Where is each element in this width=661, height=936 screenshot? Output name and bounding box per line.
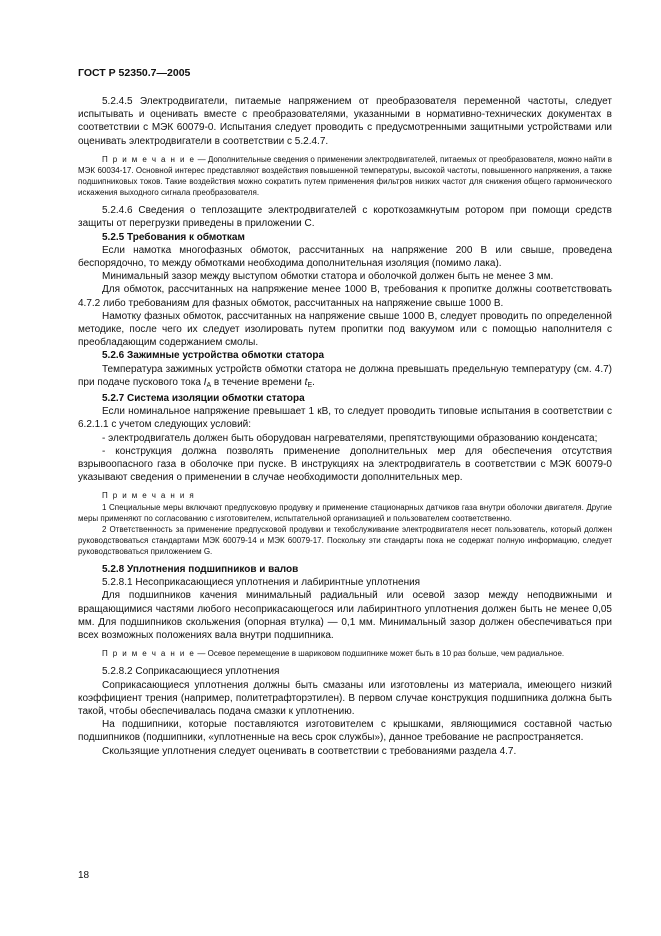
note-title: П р и м е ч а н и е: [102, 154, 196, 164]
note-bearing: [78, 648, 612, 659]
para-5-2-7-a: Если номинальное напряжение превышает 1 кВ, то следует проводить типовые испытания в соответствии с 6.2.1.1 с учетом следующих условий:: [78, 406, 612, 431]
symbol-t: t: [304, 376, 308, 388]
para-5-2-4-6: 5.2.4.6 Сведения о теплозащите электродвигателей с короткозамкнутым ротором при помощи средств защиты от перегрузки приведены в приложении С.: [78, 205, 612, 230]
symbol-I: I: [203, 376, 207, 388]
para-5-2-7-c: - конструкция должна позволять применение дополнительных мер для обеспечения отсутствия взрывоопасного газа в оболочке при пуске. В инструкциях на электродвигатель в соответствии с МЭК 60079-0 указывают сведения о применении в случае необходимости дополнительных мер.: [78, 445, 612, 484]
note-converter: [78, 154, 612, 198]
notes-title-text: П р и м е ч а н и я: [102, 491, 196, 501]
para-5-2-5-c: Для обмоток, рассчитанных на напряжение менее 1000 В, требования к пропитке должны соответствовать 4.7.2 либо требованиям для фазных обмоток, рассчитанных на напряжение свыше 1000 В.: [78, 284, 612, 309]
para-5-2-6: [78, 363, 612, 392]
heading-5-2-5: 5.2.5 Требования к обмоткам: [102, 231, 245, 243]
heading-5-2-6: 5.2.6 Зажимные устройства обмотки статора: [102, 350, 325, 362]
notes-title: [78, 490, 612, 501]
para-5-2-6-text-2: в течение времени: [211, 376, 305, 388]
para-5-2-6-text: Температура зажимных устройств обмотки статора не должна превышать предельную температуру (см. 4.7) при подаче пускового тока: [78, 363, 612, 388]
para-5-2-7-b: - электродвигатель должен быть оборудован нагревателями, препятствующими образованию конденсата;: [102, 432, 598, 444]
heading-5-2-8-2: 5.2.8.2 Соприкасающиеся уплотнения: [102, 666, 280, 678]
para-5-2-4-5: 5.2.4.5 Электродвигатели, питаемые напряжением от преобразователя переменной частоты, следует испытывать и оценивать вместе с преобразователями, указанными в нормативно-технических документах в соответствии с МЭК 60079-0. Испытания следует проводить с предусмотренными защитными устройствами или оценивать электродвигатели в соответствии с 5.2.4.7.: [78, 96, 612, 147]
para-5-2-5-b: Минимальный зазор между выступом обмотки статора и оболочкой должен быть не менее 3 мм.: [102, 271, 554, 283]
note-text: — Дополнительные сведения о применении электродвигателей, питаемых от преобразователя, можно найти в МЭК 60034-17. Основной интерес представляют воздействия повышенной температуры, высокой частоты, повышенного напряжения, а также подшипниковых токов. Такие воздействия можно сократить путем применения фильтров низких частот для снижения общего гармонического искажения выходного сигнала преобразователя.: [78, 154, 612, 198]
para-5-2-5-d: Намотку фазных обмоток, рассчитанных на напряжение свыше 1000 В, следует проводить по определенной методике, после чего их следует изолировать путем пропитки под вакуумом или с помощью наполнителя с преобладающим содержанием смолы.: [78, 310, 612, 349]
symbol-I-subscript: A: [206, 381, 212, 389]
note-2: 2 Ответственность за применение предпусковой продувки и техобслуживание электродвигателя несет пользователь, который должен руководствоваться стандартами МЭК 60079-14 и МЭК 60079-17. Поскольку эти стандарты пока не содержат полную информацию, следует руководствоваться приложением G.: [78, 524, 612, 556]
note-1: 1 Специальные меры включают предпусковую продувку и применение стационарных датчиков газа внутри оболочки двигателя. Другие меры применяют по согласованию с изготовителем, испытательной организацией и пользователем соответственно.: [78, 502, 612, 523]
para-5-2-5-a: Если намотка многофазных обмоток, рассчитанных на напряжение 200 В или свыше, проведена беспорядочно, то между обмотками необходима дополнительная изоляция (помимо лака).: [78, 244, 612, 269]
page-number: 18: [78, 870, 90, 881]
para-5-2-8-2-c: Скользящие уплотнения следует оценивать в соответствии с требованиями раздела 4.7.: [102, 745, 517, 757]
heading-5-2-8-1: 5.2.8.1 Несоприкасающиеся уплотнения и лабиринтные уплотнения: [102, 577, 421, 589]
para-5-2-6-end: .: [312, 376, 315, 388]
note-text: — Осевое перемещение в шариковом подшипнике может быть в 10 раз больше, чем радиальное.: [195, 649, 565, 659]
para-5-2-8-1: Для подшипников качения минимальный радиальный или осевой зазор между неподвижными и вращающимися частями любого несоприкасающегося или лабиринтного уплотнения должен быть не менее 0,05 мм. Для подшипников скольжения (опорная втулка) — 0,1 мм. Минимальный зазор должен обеспечиваться при всех возможных положениях вала внутри подшипника.: [78, 590, 612, 642]
page-content: [78, 95, 612, 758]
para-5-2-8-2-b: На подшипники, которые поставляются изготовителем с крышками, являющимися составной частью подшипников (подшипники, «уплотненные на весь срок службы»), данное требование не распространяется.: [78, 719, 612, 744]
heading-5-2-7: 5.2.7 Система изоляции обмотки статора: [102, 393, 305, 405]
heading-5-2-8: 5.2.8 Уплотнения подшипников и валов: [102, 564, 299, 576]
symbol-t-subscript: E: [307, 381, 313, 389]
document-header: ГОСТ Р 52350.7—2005: [78, 67, 191, 79]
para-5-2-8-2-a: Соприкасающиеся уплотнения должны быть смазаны или изготовлены из материала, имеющего низкий коэффициент трения (например, политетрафторэтилен). В первом случае конструкция подшипника должна быть такой, чтобы обеспечивалась подача смазки к уплотнению.: [78, 679, 612, 717]
note-title: П р и м е ч а н и е: [102, 649, 196, 659]
